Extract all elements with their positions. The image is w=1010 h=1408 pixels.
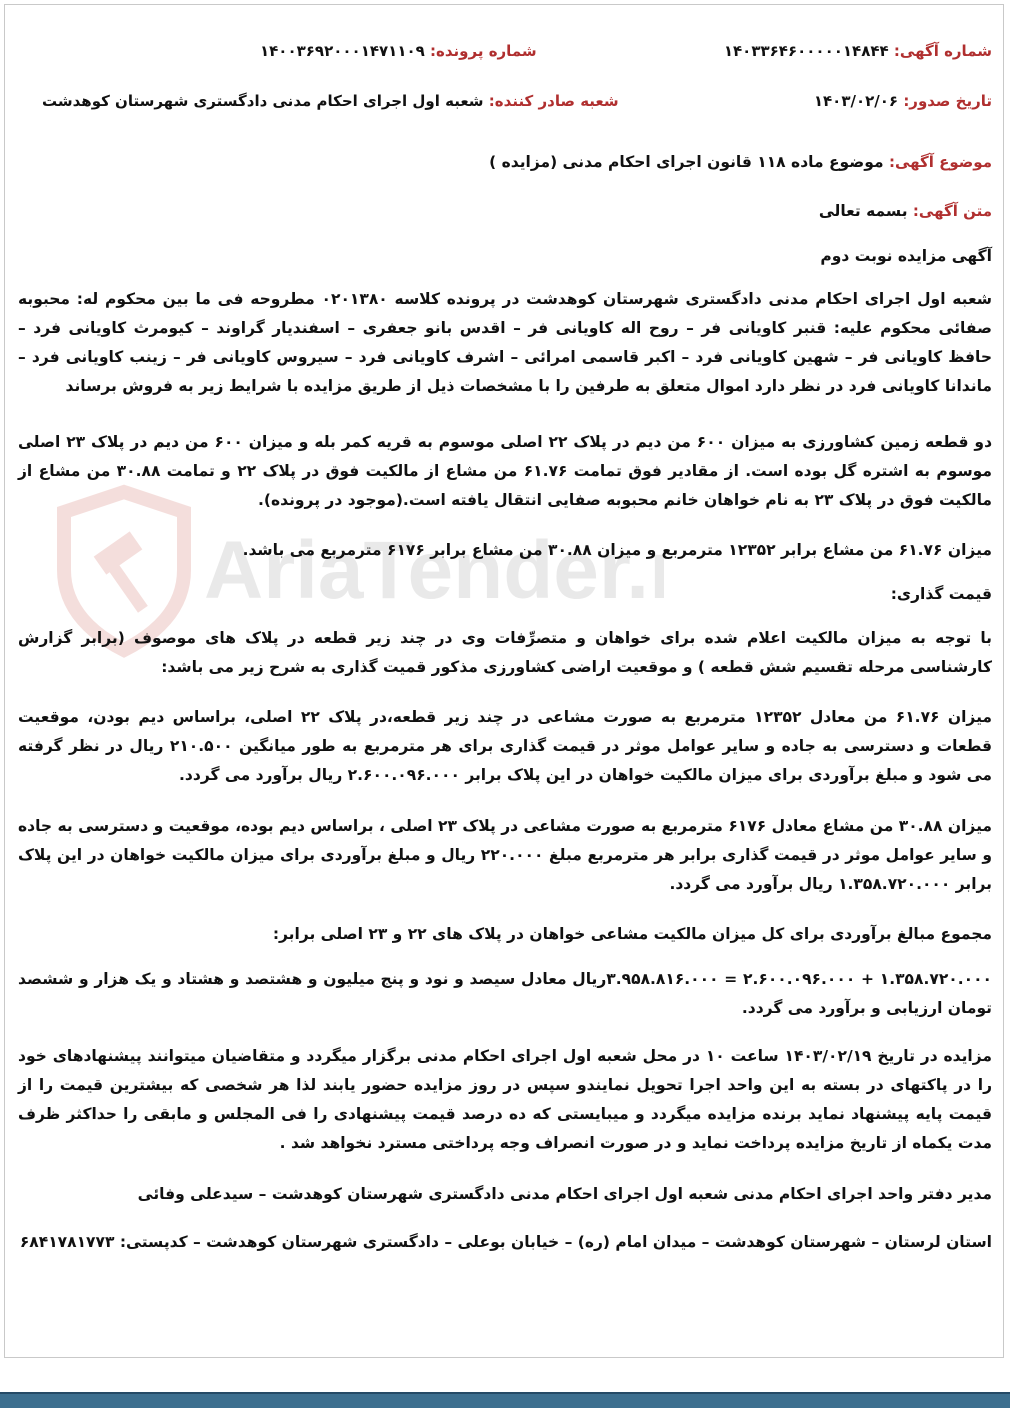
issuer — [42, 92, 619, 110]
subject-label: موضوع آگهی: — [888, 153, 992, 171]
ad-number-value: ۱۴۰۳۳۶۴۶۰۰۰۰۰۱۴۸۴۴ — [723, 42, 889, 60]
case-number-label: شماره پرونده: — [430, 42, 537, 60]
issue-date-value: ۱۴۰۳/۰۲/۰۶ — [813, 92, 899, 110]
text-label-line — [18, 197, 992, 226]
pricing-heading: قیمت گذاری: — [890, 585, 992, 603]
ad-number-label: شماره آگهی: — [893, 42, 992, 60]
paragraph-plot-22: میزان ۶۱.۷۶ من معادل ۱۲۳۵۲ مترمربع به صورت مشاعی در چند زیر قطعه،در پلاک ۲۲ اصلی، براساس دیم بودن، موقعیت قطعات و دسترسی به جاده و سایر عوامل موثر در قیمت گذاری برای هر مترمربع به طور میانگین ۲۱۰.۵۰۰ ریال در نظر گرفته می شود و مبلغ برآوردی برای میزان مالکیت خواهان در این پلاک برابر ۲.۶۰۰.۰۹۶.۰۰۰ ریال برآورد می گردد. — [18, 708, 993, 784]
signature-line: مدیر دفتر واحد اجرای احکام مدنی شعبه اول اجرای احکام مدنی دادگستری شهرستان کوهدشت – سیدعلی وفائی — [137, 1185, 992, 1203]
total-heading: مجموع مبالغ برآوردی برای کل میزان مالکیت مشاعی خواهان در پلاک های ۲۲ و ۲۳ اصلی برابر: — [272, 925, 992, 943]
paragraph-land: دو قطعه زمین کشاورزی به میزان ۶۰۰ من دیم در پلاک ۲۲ اصلی موسوم به قریه کمر بله و میزان ۶۰۰ من دیم در پلاک ۲۳ اصلی موسوم به اشتره گل بوده است. از مقادیر فوق تمامت ۶۱.۷۶ من مشاع از مالکیت فوق در پلاک ۲۲ و تمامت ۳۰.۸۸ من مشاع از مالکیت فوق در پلاک ۲۳ به نام خواهان خانم محبوبه صفایی انتقال یافته است.(موجود در پرونده). — [18, 433, 993, 509]
address-line: استان لرستان – شهرستان کوهدشت – میدان امام (ره) – خیابان بوعلی – دادگستری شهرستان کوهدشت – کدپستی: ۶۸۴۱۷۸۱۷۷۳ — [19, 1233, 992, 1251]
ad-title: آگهی مزایده نوبت دوم — [820, 247, 992, 265]
paragraph-pricing-basis: با توجه به میزان مالکیت اعلام شده برای خواهان و متصرِّفات وی در چند زیر قطعه در پلاک های موصوف (برابر گزارش کارشناسی مرحله تقسیم شش قطعه ) و موقعیت اراضی کشاورزی مذکور قمیت گذاری به شرح زیر می باشد: — [18, 629, 992, 676]
subject-line — [18, 148, 992, 177]
meta-row-issuer — [18, 92, 992, 122]
issue-date — [814, 92, 992, 110]
subject-value: موضوع ماده ۱۱۸ قانون اجرای احکام مدنی (مزایده ) — [489, 153, 884, 171]
issuer-value: شعبه اول اجرای احکام مدنی دادگستری شهرستان کوهدشت — [42, 92, 484, 110]
paragraph-area: میزان ۶۱.۷۶ من مشاع برابر ۱۲۳۵۲ مترمربع و میزان ۳۰.۸۸ من مشاع برابر ۶۱۷۶ مترمربع می باشد. — [242, 541, 992, 559]
issue-date-label: تاریخ صدور: — [903, 92, 992, 110]
text-label: متن آگهی: — [912, 202, 992, 220]
paragraph-total: ۱.۳۵۸.۷۲۰.۰۰۰ + ۲.۶۰۰.۰۹۶.۰۰۰ = ۳.۹۵۸.۸۱۶.۰۰۰ریال معادل سیصد و نود و پنج میلیون و هشتصد و هشتاد و یک هزار و ششصد تومان ارزیابی و برآورد می گردد. — [18, 970, 993, 1017]
issuer-label: شعبه صادر کننده: — [488, 92, 619, 110]
case-number — [260, 42, 537, 60]
text-label-value: بسمه تعالی — [818, 202, 908, 220]
paragraph-parties: شعبه اول اجرای احکام مدنی دادگستری شهرستان کوهدشت در پرونده کلاسه ۰۲۰۱۳۸۰ مطروحه فی ما بین محکوم له: محبوبه صفائی محکوم علیه: قنبر کاویانی فر – روح اله کاویانی فر – اقدس بانو جعفری – اسفندیار گراوند – کیومرث کاویانی فرد – حافظ کاویانی فر – شهین کاویانی فرد – اکبر قاسمی امرائی – اشرف کاویانی فرد – سیروس کاویانی فر – زینب کاویانی فرد – ماندانا کاویانی فرد در نظر دارد اموال متعلق به طرفین را با مشخصات ذیل از طریق مزایده با شرایط زیر به فروش برساند — [18, 290, 992, 395]
paragraph-auction-terms: مزایده در تاریخ ۱۴۰۳/۰۲/۱۹ ساعت ۱۰ در محل شعبه اول اجرای احکام مدنی برگزار میگردد و متقاضیان میتوانند پیشنهادهای خود را در پاکتهای در بسته به این واحد اجرا تحویل نمایندو سپس در روز مزایده حضور یابند لذا هر شخصی که بیشترین قیمت را از قیمت پایه پیشنهاد نماید برنده مزایده میگردد و میبایستی که ده درصد قیمت پیشنهادی را فی المجلس و مابقی را حداکثر ظرف مدت یکماه از تاریخ مزایده پرداخت نماید و در صورت انصراف وجه پرداختی مسترد نخواهد شد . — [18, 1047, 992, 1152]
paragraph-plot-23: میزان ۳۰.۸۸ من مشاع معادل ۶۱۷۶ مترمربع به صورت مشاعی در پلاک ۲۳ اصلی ، براساس دیم بوده، موقعیت و دسترسی به جاده و سایر عوامل موثر در قیمت گذاری برابر هر مترمربع مبلغ ۲۲۰.۰۰۰ ریال و مبلغ برآوردی برای میزان مالکیت خواهان در این پلاک برابر ۱.۳۵۸.۷۲۰.۰۰۰ ریال برآورد می گردد. — [18, 817, 992, 893]
case-number-value: ۱۴۰۰۳۶۹۲۰۰۰۱۴۷۱۱۰۹ — [260, 42, 425, 60]
ad-number — [724, 42, 992, 60]
meta-row-numbers — [18, 42, 992, 72]
